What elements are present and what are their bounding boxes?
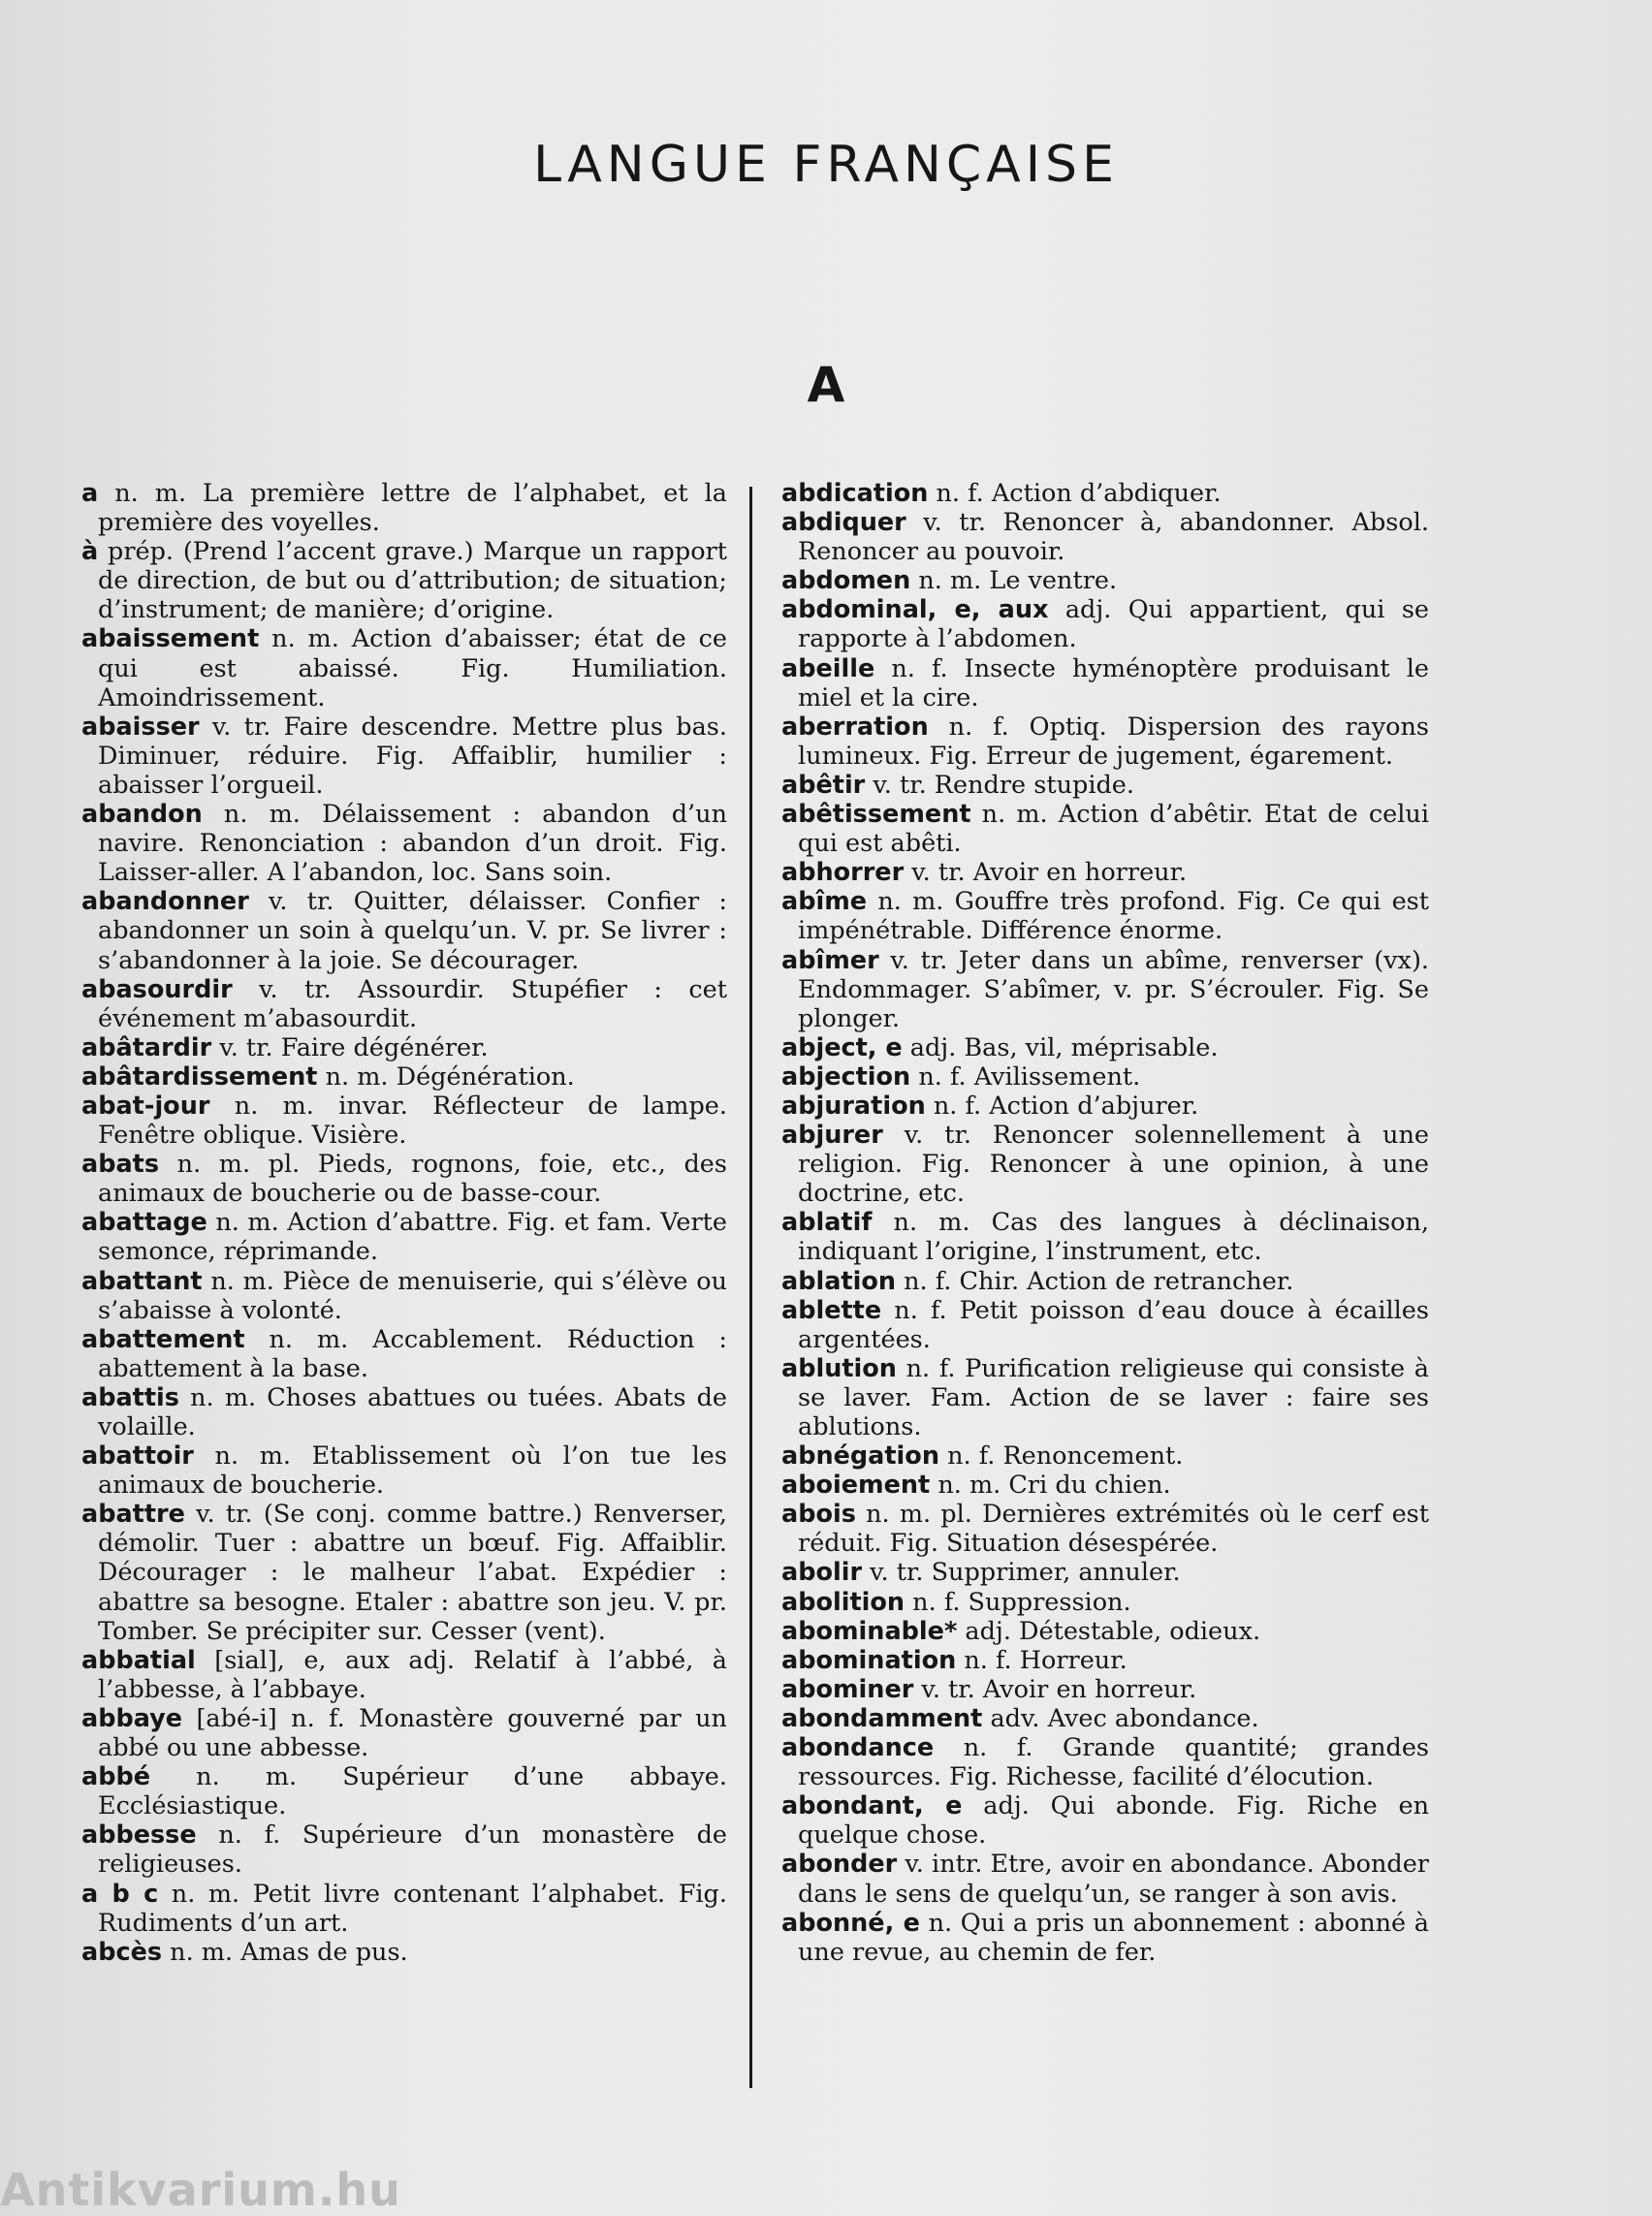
headword: abaissement [81,624,260,654]
definition: n. m. Le ventre. [910,566,1118,596]
definition: n. f. Supérieure d’un monastère de religieuses. [98,1820,727,1880]
definition: n. f. Renoncement. [938,1441,1184,1472]
headword: abbaye [81,1703,183,1733]
definition: n. m. Petit livre contenant l’alphabet. Fig. Rudiments d’un art. [98,1879,727,1938]
definition: v. tr. Renoncer solennellement à une religion. Fig. Renoncer à une opinion, à une doctrine, etc. [798,1121,1429,1209]
dictionary-entry [781,946,1429,1033]
headword: abominable* [781,1616,958,1646]
definition: n. m. Amas de pus. [162,1937,408,1967]
definition: v. tr. Avoir en horreur. [913,1674,1197,1704]
dictionary-entry [781,771,1429,800]
dictionary-columns [81,479,1429,2088]
headword: abbesse [81,1820,197,1851]
definition: n. f. Horreur. [956,1645,1128,1675]
headword: abjurer [781,1121,883,1151]
definition: v. tr. Faire dégénérer. [211,1032,489,1062]
headword: abominer [781,1674,914,1704]
definition: adv. Avec abondance. [982,1703,1259,1733]
definition: v. tr. Jeter dans un abîme, renverser (vx). Endommager. S’abîmer, v. pr. S’écrouler. Fig. Se plonger. [798,945,1429,1033]
definition: n. f. Avilissement. [910,1061,1141,1092]
definition: n. f. Suppression. [905,1587,1131,1617]
definition: n. m. Etablissement où l’on tue les animaux de boucherie. [98,1441,727,1501]
dictionary-entry [81,1704,727,1762]
dictionary-entry [781,1704,1429,1733]
headword: abonder [781,1850,898,1880]
definition: v. tr. Renoncer à, abandonner. Absol. Renoncer au pouvoir. [798,508,1429,567]
headword: abois [781,1500,856,1530]
column-divider [749,487,752,2088]
definition: n. f. Chir. Action de retrancher. [896,1266,1294,1296]
headword: abats [81,1150,160,1180]
headword: abattre [81,1500,185,1530]
definition: adj. Qui appartient, qui se rapporte à l’abdomen. [798,595,1429,654]
headword: abolition [781,1587,905,1617]
definition: n. f. Optiq. Dispersion des rayons lumineux. Fig. Erreur de jugement, égarement. [798,712,1429,771]
dictionary-entry [81,712,727,800]
headword: abhorrer [781,858,905,888]
headword: abat-jour [81,1091,210,1121]
dictionary-entry [81,624,727,712]
definition: prép. (Prend l’accent grave.) Marque un rapport de direction, de but ou d’attribution; de situation; d’instrument; de manière; d’origine. [98,537,727,625]
dictionary-entry [81,1938,727,1967]
headword: a [81,479,99,508]
right-column [774,479,1429,2088]
headword: a b c [81,1879,159,1909]
dictionary-entry [781,654,1429,712]
headword: abjuration [781,1091,926,1121]
definition: n. m. Accablement. Réduction : abattement à la base. [98,1324,727,1383]
dictionary-entry [781,1267,1429,1296]
definition: n. m. invar. Réflecteur de lampe. Fenêtre oblique. Visière. [98,1091,727,1151]
dictionary-entry [781,1850,1429,1908]
dictionary-entry [81,1150,727,1208]
headword: abandonner [81,887,249,917]
dictionary-entry [81,1762,727,1820]
definition: [abé-i] n. f. Monastère gouverné par un abbé ou une abbesse. [98,1703,727,1763]
definition: n. m. Supérieur d’une abbaye. Ecclésiastique. [98,1762,727,1821]
headword: ablution [781,1353,897,1383]
dictionary-entry [81,1646,727,1704]
dictionary-entry [81,1033,727,1062]
dictionary-entry [81,1208,727,1266]
definition: v. intr. Etre, avoir en abondance. Abonder dans le sens de quelqu’un, se ranger à son avis. [798,1850,1429,1909]
dictionary-entry [781,887,1429,945]
definition: n. f. Action d’abjurer. [925,1091,1199,1121]
headword: abdomen [781,566,911,596]
headword: abonné, e [781,1908,920,1938]
dictionary-entry [81,1880,727,1938]
definition: v. tr. Assourdir. Stupéfier : cet événement m’abasourdit. [98,974,727,1033]
definition: n. m. La première lettre de l’alphabet, et la première des voyelles. [98,479,727,538]
dictionary-entry [81,1500,727,1645]
definition: v. tr. (Se conj. comme battre.) Renverser, démolir. Tuer : abattre un bœuf. Fig. Affaiblir. Décourager : le malheur l’abat. Expédier : abattre sa besogne. Etaler : abattre son jeu. V. pr. Tomber. Se précipiter sur. Cesser (vent). [98,1500,727,1646]
dictionary-entry [781,712,1429,771]
headword: abdominal, e, aux [781,595,1049,625]
definition: n. m. pl. Dernières extrémités où le cerf est réduit. Fig. Situation désespérée. [798,1500,1429,1559]
dictionary-entry [81,1062,727,1092]
definition: n. m. Cas des langues à déclinaison, indiquant l’origine, l’instrument, etc. [798,1208,1429,1267]
headword: ablette [781,1295,882,1325]
dictionary-entry [81,887,727,974]
dictionary-entry [781,1033,1429,1062]
dictionary-entry [781,1296,1429,1354]
headword: aberration [781,712,929,742]
dictionary-entry [781,1500,1429,1558]
dictionary-entry [781,800,1429,858]
headword: abâtardissement [81,1061,318,1092]
headword: abîmer [781,945,879,975]
dictionary-entry [781,595,1429,653]
definition: n. m. Pièce de menuiserie, qui s’élève ou s’abaisse à volonté. [98,1266,727,1325]
headword: abâtardir [81,1032,212,1062]
headword: abattis [81,1382,179,1412]
headword: abattant [81,1266,203,1296]
definition: adj. Bas, vil, méprisable. [902,1032,1219,1062]
definition: v. tr. Avoir en horreur. [904,858,1188,888]
definition: adj. Détestable, odieux. [957,1616,1261,1646]
dictionary-entry [81,1441,727,1500]
definition: n. m. Action d’abattre. Fig. et fam. Verte semonce, réprimande. [98,1208,727,1267]
headword: abcès [81,1937,163,1967]
headword: abêtir [781,770,866,800]
definition: n. m. pl. Pieds, rognons, foie, etc., des animaux de boucherie ou de basse-cour. [98,1150,727,1209]
headword: ablatif [781,1208,873,1238]
dictionary-entry [781,1471,1429,1500]
dictionary-entry [781,858,1429,887]
headword: abandon [81,800,203,830]
definition: n. m. Choses abattues ou tuées. Abats de volaille. [98,1382,727,1441]
headword: abondance [781,1733,935,1763]
dictionary-entry [781,1733,1429,1791]
dictionary-entry [81,1383,727,1441]
dictionary-entry [781,1588,1429,1617]
definition: n. f. Petit poisson d’eau douce à écailles argentées. [798,1295,1429,1354]
headword: aboiement [781,1471,931,1501]
headword: abdiquer [781,508,906,538]
definition: n. f. Grande quantité; grandes ressources. Fig. Richesse, facilité d’élocution. [798,1733,1429,1792]
definition: v. tr. Faire descendre. Mettre plus bas. Diminuer, réduire. Fig. Affaiblir, humilier : abaisser l’orgueil. [98,712,727,800]
dictionary-entry [781,1092,1429,1121]
left-column [81,479,727,2088]
definition: n. Qui a pris un abonnement : abonné à une revue, au chemin de fer. [798,1908,1429,1967]
dictionary-entry [781,508,1429,566]
dictionary-entry [81,975,727,1033]
definition: n. f. Purification religieuse qui consiste à se laver. Fam. Action de se laver : faire ses ablutions. [798,1353,1429,1441]
headword: abdication [781,479,929,508]
headword: abondamment [781,1703,983,1733]
headword: abaisser [81,712,200,742]
definition: n. m. Dégénération. [317,1061,575,1092]
definition: v. tr. Supprimer, annuler. [862,1558,1181,1588]
dictionary-entry [781,1121,1429,1208]
dictionary-entry [81,1267,727,1325]
headword: abattage [81,1208,207,1238]
definition: n. m. Cri du chien. [930,1471,1171,1501]
headword: abolir [781,1558,863,1588]
headword: abattement [81,1324,245,1354]
headword: abomination [781,1645,957,1675]
headword: ablation [781,1266,897,1296]
dictionary-entry [781,1617,1429,1646]
dictionary-entry [81,1820,727,1879]
headword: à [81,537,99,567]
dictionary-entry [781,1646,1429,1675]
dictionary-entry [781,1675,1429,1704]
headword: abattoir [81,1441,194,1472]
dictionary-entry [781,1354,1429,1441]
dictionary-entry [81,800,727,887]
headword: abnégation [781,1441,939,1472]
definition: n. m. Action d’abêtir. Etat de celui qui est abêti. [798,800,1429,859]
definition: v. tr. Quitter, délaisser. Confier : abandonner un soin à quelqu’un. V. pr. Se livrer : s’abandonner à la joie. Se décourager. [98,887,727,975]
dictionary-entry [81,537,727,624]
definition: v. tr. Rendre stupide. [865,770,1134,800]
section-letter: A [807,357,845,413]
headword: abjection [781,1061,911,1092]
definition: n. m. Action d’abaisser; état de ce qui est abaissé. Fig. Humiliation. Amoindrissement. [98,624,727,712]
dictionary-entry [781,479,1429,508]
definition: n. m. Délaissement : abandon d’un navire. Renonciation : abandon d’un droit. Fig. Laisser-aller. A l’abandon, loc. Sans soin. [98,800,727,888]
dictionary-entry [781,1791,1429,1850]
watermark: Antikvarium.hu [0,2164,401,2216]
headword: abject, e [781,1032,903,1062]
definition: adj. Qui abonde. Fig. Riche en quelque chose. [798,1791,1429,1851]
definition: n. m. Gouffre très profond. Fig. Ce qui est impénétrable. Différence énorme. [798,887,1429,946]
dictionary-entry [81,479,727,537]
headword: abasourdir [81,974,233,1004]
dictionary-entry [781,1909,1429,1967]
dictionary-entry [81,1325,727,1383]
headword: abeille [781,653,875,683]
dictionary-entry [781,1558,1429,1587]
dictionary-entry [781,1208,1429,1266]
headword: abbé [81,1762,151,1792]
page-title: LANGUE FRANÇAISE [533,136,1119,194]
headword: abbatial [81,1645,196,1675]
dictionary-entry [781,566,1429,595]
headword: abîme [781,887,868,917]
definition: n. f. Action d’abdiquer. [928,479,1222,508]
dictionary-entry [781,1062,1429,1092]
headword: abêtissement [781,800,971,830]
definition: [sial], e, aux adj. Relatif à l’abbé, à l’abbesse, à l’abbaye. [98,1645,727,1704]
headword: abondant, e [781,1791,963,1821]
definition: n. f. Insecte hyménoptère produisant le miel et la cire. [798,653,1429,712]
dictionary-entry [81,1092,727,1150]
dictionary-entry [781,1441,1429,1471]
